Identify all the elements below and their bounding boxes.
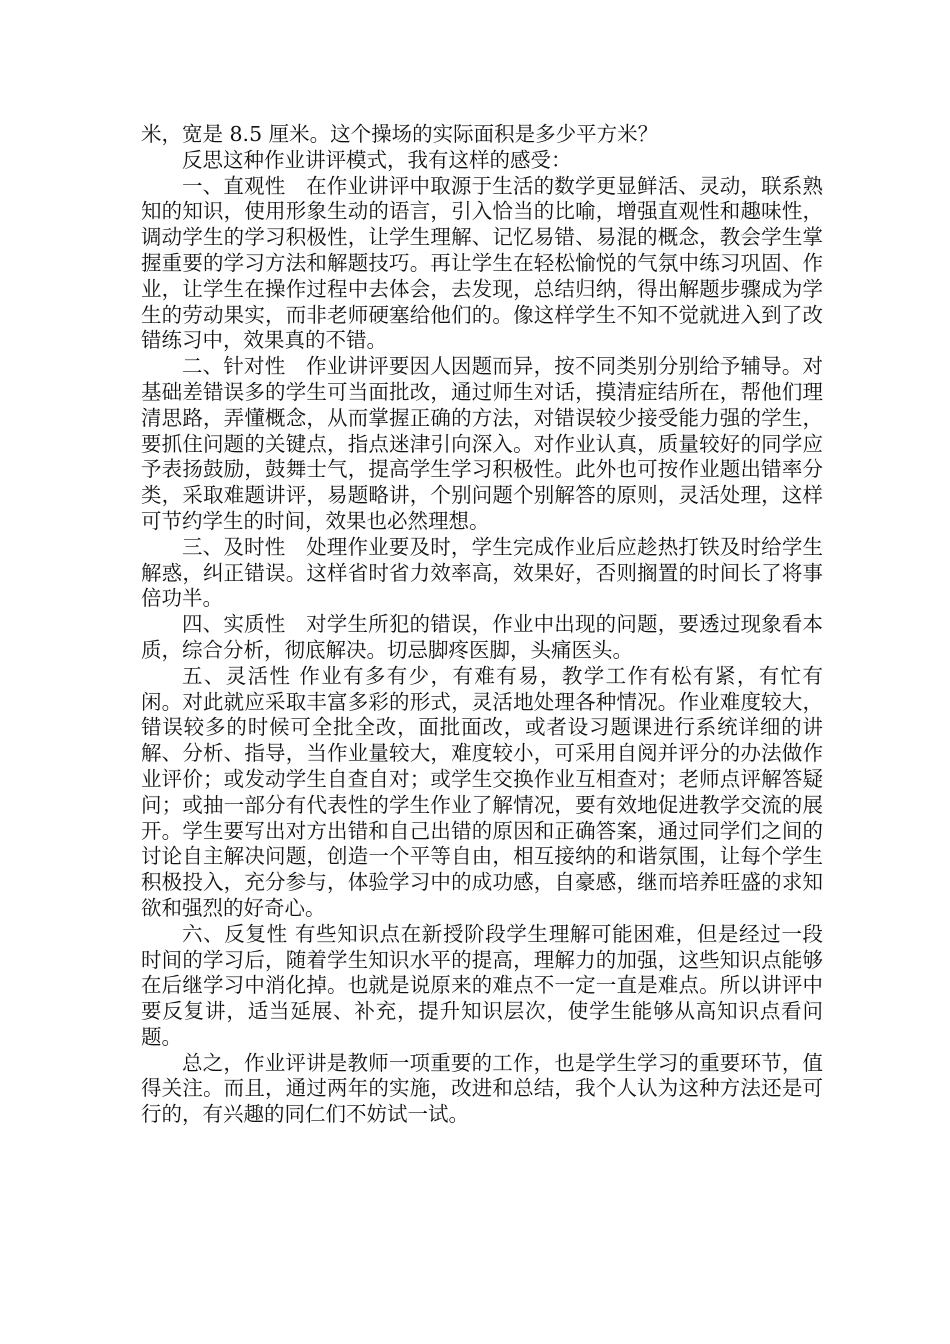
paragraph-substance: 四、实质性 对学生所犯的错误，作业中出现的问题，要透过现象看本质，综合分析，彻底解决。切忌脚疼医脚，头痛医头。 — [141, 612, 823, 662]
paragraph-repetition: 六、反复性 有些知识点在新授阶段学生理解可能困难，但是经过一段时间的学习后，随着学生知识水平的提高，理解力的加强，这些知识点能够在后继学习中消化掉。也就是说原来的难点不一定一直是难点。所以讲评中要反复讲，适当延展、补充，提升知识层次，使学生能够从高知识点看问题。 — [141, 921, 823, 1049]
paragraph-continuation: 米，宽是 8.5 厘米。这个操场的实际面积是多少平方米？ — [141, 122, 659, 146]
paragraph-intuitiveness: 一、直观性 在作业讲评中取源于生活的数学更显鲜活、灵动，联系熟知的知识，使用形象生动的语言，引入恰当的比喻，增强直观性和趣味性，调动学生的学习积极性，让学生理解、记忆易错、易混的概念，教会学生掌握重要的学习方法和解题技巧。再让学生在轻松愉悦的气氛中练习巩固、作业，让学生在操作过程中去体会，去发现，总结归纳，得出解题步骤成为学生的劳动果实，而非老师硬塞给他们的。像这样学生不知不觉就进入到了改错练习中，效果真的不错。 — [141, 173, 823, 353]
document-body — [141, 122, 823, 1128]
paragraph-reflection-intro: 反思这种作业讲评模式，我有这样的感受： — [182, 147, 572, 172]
paragraph-timeliness: 三、及时性 处理作业要及时，学生完成作业后应趁热打铁及时给学生解惑，纠正错误。这样省时省力效率高，效果好，否则搁置的时间长了将事倍功半。 — [141, 534, 823, 611]
paragraph-pertinence: 二、针对性 作业讲评要因人因题而异，按不同类别分别给予辅导。对基础差错误多的学生可当面批改，通过师生对话，摸清症结所在，帮他们理清思路，弄懂概念，从而掌握正确的方法，对错误较少接受能力强的学生，要抓住问题的关键点，指点迷津引向深入。对作业认真，质量较好的同学应予表扬鼓励，鼓舞士气，提高学生学习积极性。此外也可按作业题出错率分类，采取难题讲评，易题略讲，个别问题个别解答的原则，灵活处理，这样可节约学生的时间，效果也必然理想。 — [141, 354, 823, 533]
paragraph-flexibility: 五、灵活性 作业有多有少，有难有易，教学工作有松有紧，有忙有闲。对此就应采取丰富多彩的形式，灵活地处理各种情况。作业难度较大，错误较多的时候可全批全改，面批面改，或者设习题课进行系统详细的讲解、分析、指导，当作业量较大，难度较小，可采用自阅并评分的办法做作业评价；或发动学生自查自对；或学生交换作业互相查对；老师点评解答疑问；或抽一部分有代表性的学生作业了解情况，要有效地促进教学交流的展开。学生要写出对方出错和自己出错的原因和正确答案，通过同学们之间的讨论自主解决问题，创造一个平等自由，相互接纳的和谐氛围，让每个学生积极投入，充分参与，体验学习中的成功感，自豪感，继而培养旺盛的求知欲和强烈的好奇心。 — [141, 663, 823, 920]
paragraph-conclusion: 总之，作业评讲是教师一项重要的工作，也是学生学习的重要环节，值得关注。而且，通过两年的实施，改进和总结，我个人认为这种方法还是可行的，有兴趣的同仁们不妨试一试。 — [141, 1050, 823, 1127]
